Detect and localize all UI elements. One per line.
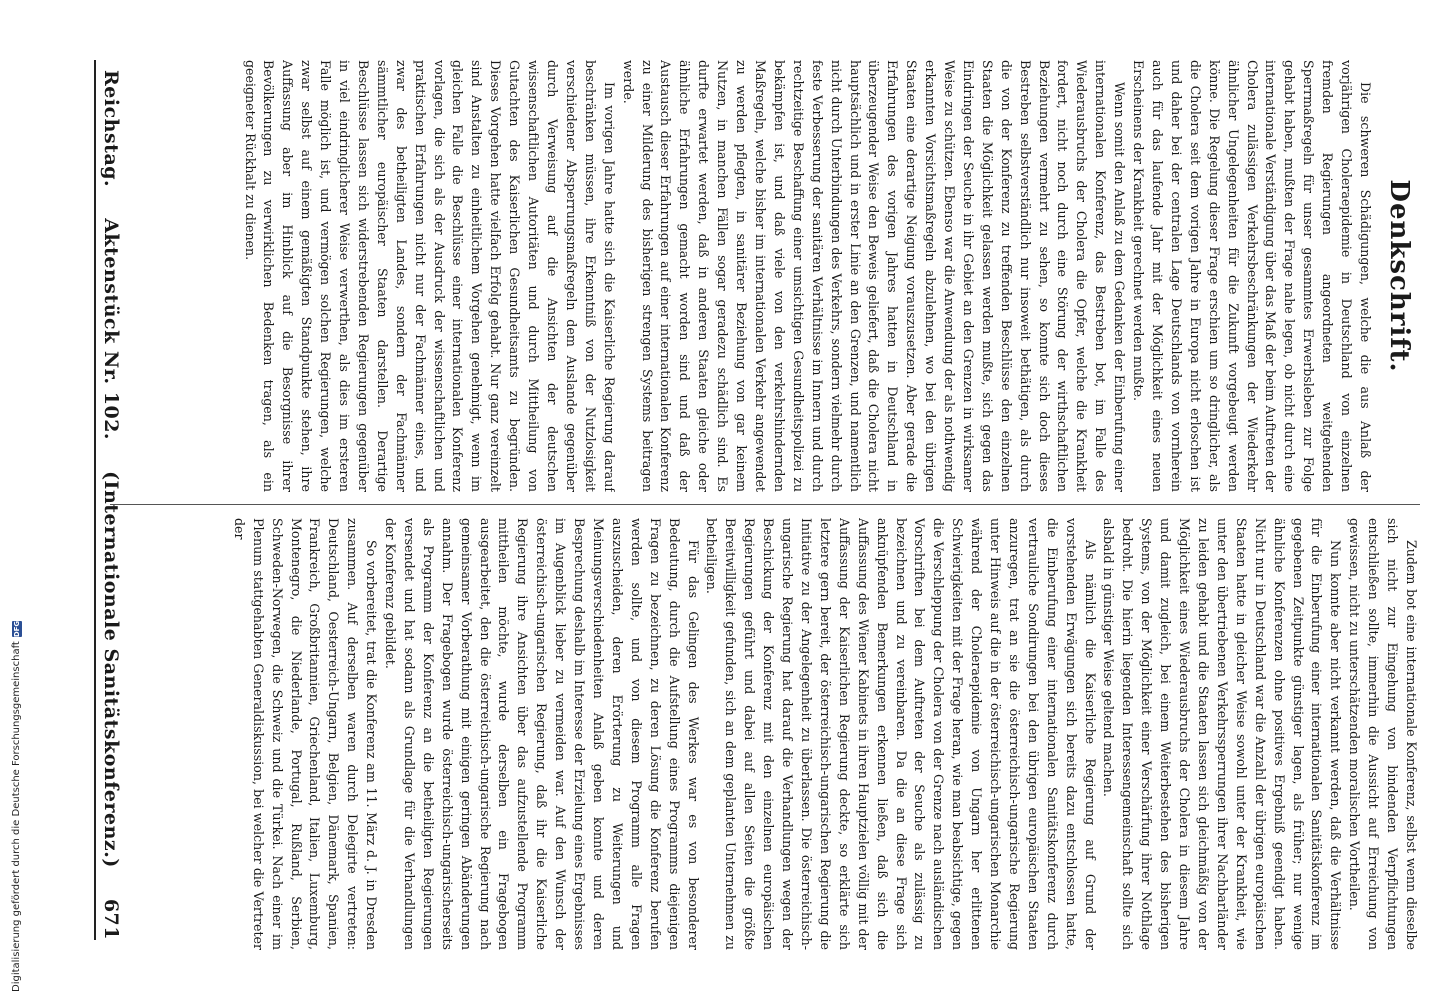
page-number: 671 — [100, 898, 122, 940]
paragraph: So vorbereitet, trat die Konferenz am 11. März d. J. in Dresden zusammen. Auf derselben waren durch Delegirte vertreten: Deutschland, Oesterreich-Ungarn, Belgien, Dänemark, Spanien, Frankreich, Großbritannien, Griechenland, Italien, Luxemburg, Montenegro, die Niederlande, Portugal, Rußland, Serbien, Schweden-Norwegen, die Schweiz und die Türkei. Nach einer im Plenum stattgehabten Generaldiskussion, bei welcher die Vertreter der — [231, 518, 380, 950]
paragraph: Für das Gelingen des Werkes war es von besonderer Bedeutung, durch die Aufstellung eines Programms diejenigen Fragen zu bezeichnen, zu deren Lösung die Konferenz berufen werden sollte, und von diesem Programm alle Fragen auszuscheiden, deren Erörterung zu Weiterungen und Meinungsverschiedenheiten Anlaß geben konnte und deren Besprechung deshalb im Interesse der Erzielung eines Ergebnisses im Augenblick lieber zu vermeiden war. Auf den Wunsch der österreichisch-ungarischen Regierung, daß ihr die Kaiserliche Regierung ihre Ansichten über das aufzustellende Programm mittheilen möchte, wurde derselben ein Fragebogen ausgearbeitet, den die österreichisch-ungarische Regierung nach gemeinsamer Vorberathung mit einigen geringen Abänderungen annahm. Der Fragebogen wurde österreichisch-ungarischerseits als Programm der Konferenz an die betheiligten Regierungen versendet und hat sodann als Grundlage für die Verhandlungen der Konferenz gebildet. — [383, 518, 701, 950]
header-conference: (Internationale Sanitätskonferenz.) — [100, 471, 122, 868]
header-rule — [94, 60, 96, 940]
header-document-number: Aktenstück Nr. 102. — [100, 218, 122, 441]
paragraph: Als nämlich die Kaiserliche Regierung auf Grund der vorstehenden Erwägungen sich bereits dazu entschlossen hatte, die Einberufung einer internationalen Sanitätskonferenz durch vertrauliche Sondirungen bei den übrigen europäischen Staaten anzuregen, trat an sie die österreichisch-ungarische Regierung unter Hinweis auf die in der österreichisch-ungarischen Monarchie während der Choleraepidemie von Ungarn her erlittenen Schwierigkeiten mit der Frage heran, wie man beabsichtige, gegen die Verschleppung der Cholera von der Grenze nach ausländischen Vorschriften bei dem Auftreten der Seuche als zulässig zu bezeichnen und zu vereinbaren. Da die an diese Frage sich anknüpfenden Bemerkungen erkennen ließen, daß sich die Auffassung des Wiener Kabinets in ihren Hauptzielen völlig mit der Auffassung der Kaiserlichen Regierung deckte, so erklärte sich letztere gern bereit, der österreichisch-ungarischen Regierung die Initiative zu der Angelegenheit zu überlassen. Die österreichisch-ungarische Regierung hat darauf die Verhandlungen wegen der Beschickung der Konferenz mit den einzelnen europäischen Regierungen geführt und dabei auf allen Seiten die größte Bereitwilligkeit gefunden, sich an dem geplanten Unternehmen zu betheiligen. — [704, 518, 1098, 950]
paragraph: Die schweren Schädigungen, welche die aus Anlaß der vorjährigen Choleraepidemie in Deutschland von einzelnen fremden Regierungen angeordneten weitgehenden Sperrmaßregeln für unser gesammtes Erwerbsleben zur Folge gehabt haben, mußten der Frage nahe legen, ob nicht durch eine internationale Verständigung über das Maß der beim Auftreten der Cholera zulässigen Verkehrsbeschränkungen der Wiederkehr ähnlicher Ungelegenheiten für die Zukunft vorgebeugt werden könne. Die Regelung dieser Frage erschien um so dringlicher, als die Cholera seit dem vorigen Jahre in Europa nicht erloschen ist und daher bei der centralen Lage Deutschlands von vornherein auch für das laufende Jahr mit der Möglichkeit eines neuen Erscheinens der Krankheit gerechnet werden mußte. — [1131, 60, 1373, 492]
paragraph: Im vorigen Jahre hatte sich die Kaiserliche Regierung darauf beschränken müssen, ihre Erkenntniß von der Nutzlosigkeit verschiedener Absperrungsmaßregeln dem Auslande gegenüber durch Verweisung auf die Ansichten der deutschen wissenschaftlichen Autoritäten und durch Mittheilung von Gutachten des Kaiserlichen Gesundheitsamts zu begründen. Dieses Vorgehen hatte vielfach Erfolg gehabt. Nur ganz vereinzelt sind Anstalten zu einheitlichem Vorgehen genehmigt, wenn im gleichen Falle die Beschlüsse einer internationalen Konferenz vorlagen, die sich als der Ausdruck der wissenschaftlichen und praktischen Erfahrungen nicht nur der Fachmänner eines, und zwar des betheiligten Landes, sondern der Fachmänner sämmtlicher europäischer Staaten darstellen. Derartige Beschlüsse lassen sich widerstrebenden Regierungen gegenüber in viel eindringlicherer Weise verwerthen, als dies im ersteren Falle möglich ist, und vermögen solchen Regierungen, welche zwar selbst auf einem gemäßigten Standpunkte stehen, ihre Auffassung aber im Hinblick auf die Besorgnisse ihrer Bevölkerungen zu verwirklichen Bedenken tragen, als ein geeigneter Rückhalt zu dienen. — [242, 60, 617, 492]
digitization-credit-strip — [8, 0, 26, 1000]
column-divider — [110, 504, 1420, 505]
dfg-logo-icon: DFG — [12, 620, 21, 638]
section-title: Denkschrift. — [1384, 179, 1414, 373]
header-session: Reichstag. — [100, 70, 122, 188]
credit-text: Digitalisierung gefördert durch die Deutsche Forschungsgemeinschaft — [11, 641, 22, 992]
text-column-right — [110, 518, 1420, 950]
text-column-left — [110, 60, 1420, 492]
paragraph: Zudem bot eine internationale Konferenz, selbst wenn dieselbe sich nicht zur Eingehung von bindenden Verpflichtungen entschließen sollte, immerhin die Aussicht auf Erreichung von gewissen, nicht zu unterschätzenden moralischen Vortheilen. — [1347, 518, 1419, 950]
paragraph: Nun konnte aber nicht verkannt werden, daß die Verhältnisse für die Einberufung einer internationalen Sanitätskonferenz im gegebenen Zeitpunkte günstiger lagen, als früher; nur wenige ähnliche Konferenzen ohne positives Ergebniß geendigt haben. Nicht nur in Deutschland war die Anzahl der übrigen europäischen Staaten hatte in gleicher Weise sowohl unter der Krankheit, wie unter den übertriebenen Verkehrssperrungen ihrer Nachbarländer zu leiden gehabt und die Staaten lassen sich gleichmäßig von der Möglichkeit eines Wiederausbruchs der Cholera in diesem Jahre und damit zugleich, bei einem Weiterbestehen des bisherigen Systems, von der Möglichkeit einer Verschärfung ihrer Nothlage bedroht. Die hierin liegenden Interessengemeinschaft sollte sich alsbald in günstiger Weise geltend machen. — [1101, 518, 1344, 950]
digitization-credit — [11, 621, 22, 992]
paragraph: Wenn somit den Anlaß zu dem Gedanken der Einberufung einer internationalen Konferenz, das Bestreben bot, im Falle des Wiederausbruchs der Cholera die Opfer, welche die Krankheit fordert, nicht noch durch eine Störung der wirthschaftlichen Beziehungen vermehrt zu sehen, so konnte sich doch dieses Bestreben selbstverständlich nur insoweit bethätigen, als durch die von der Konferenz zu treffenden Beschlüsse den einzelnen Staaten die Möglichkeit gelassen werden mußte, sich gegen das Eindringen der Seuche in ihr Gebiet an den Grenzen in wirksamer Weise zu schützen. Ebenso war die Anwendung der als nothwendig erkannten Vorsichtsmaßregeln abzulehnen, wo bei den übrigen Staaten eine derartige Neigung vorauszusetzen. Aber gerade die Erfahrungen des vorigen Jahres hatten in Deutschland in überzeugender Weise den Beweis geliefert, daß die Cholera nicht hauptsächlich und in erster Linie an den Grenzen, und namentlich nicht durch Unterbindungen des Verkehrs, sondern vielmehr durch feste Verbesserung der sanitären Verhältnisse im Innern und durch rechtzeitige Beschaffung einer umsichtigen Gesundheitspolizei zu bekämpfen ist, und daß viele von den verkehrshindernden Maßregeln, welche bisher im internationalen Verkehr angewendet zu werden pflegten, in sanitärer Beziehung von gar keinem Nutzen, in manchen Fällen sogar geradezu schädlich sind. Es durfte erwartet werden, daß in anderen Staaten gleiche oder ähnliche Erfahrungen gemacht worden sind und daß der Austausch dieser Erfahrungen auf einer internationalen Konferenz zu einer Milderung des bisherigen strengen Systems beitragen werde. — [620, 60, 1128, 492]
